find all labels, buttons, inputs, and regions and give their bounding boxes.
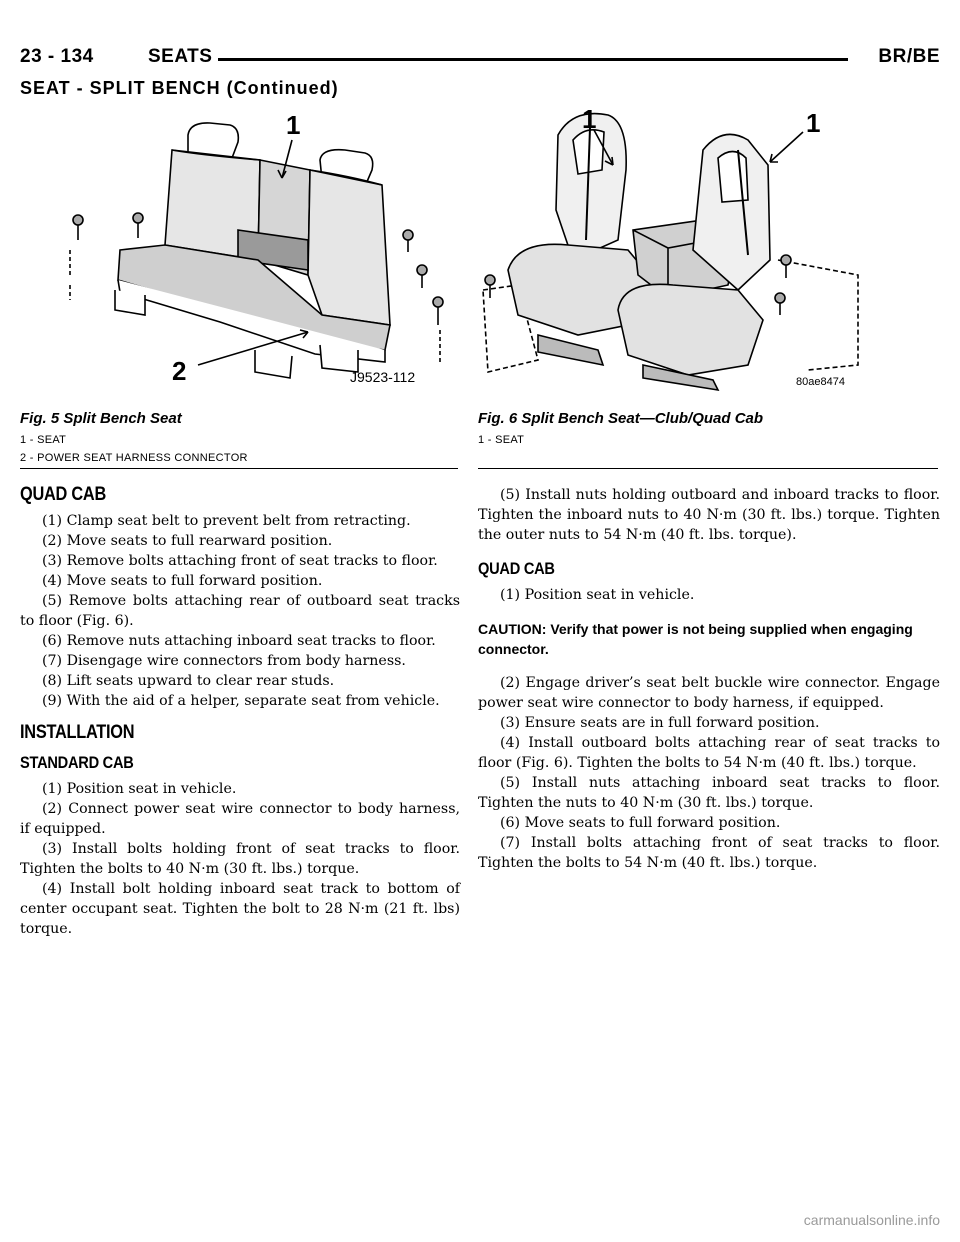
callout-1-left: 1 — [582, 110, 597, 134]
installation-step: (1) Position seat in vehicle. — [500, 587, 695, 603]
split-bench-seat-drawing — [60, 110, 455, 392]
installation-step: (2) Connect power seat wire connector to body harness, if equipped. — [20, 801, 460, 837]
watermark: carmanualsonline.info — [803, 1212, 940, 1228]
page-header — [20, 42, 940, 72]
right-column — [478, 485, 940, 873]
callout-2: 2 — [172, 356, 187, 386]
figure-6-divider — [478, 468, 938, 469]
club-quad-cab-seat-drawing — [478, 110, 863, 392]
installation-step: (6) Move seats to full forward position. — [500, 815, 781, 831]
quad-cab-heading: QUAD CAB — [20, 484, 106, 505]
removal-step: (9) With the aid of a helper, separate seat from vehicle. — [42, 693, 440, 709]
figure-5-illustration — [60, 110, 455, 392]
installation-step: (3) Install bolts holding front of seat tracks to floor. Tighten the bolts to 40 N·m (30 ft. lbs.) torque. — [20, 841, 460, 877]
continued-title: SEAT - SPLIT BENCH (Continued) — [20, 78, 339, 98]
figure-6-illustration — [478, 110, 863, 392]
installation-step: (1) Position seat in vehicle. — [42, 781, 237, 797]
section-name: SEATS — [148, 46, 213, 67]
callout-1: 1 — [286, 110, 301, 140]
removal-step: (1) Clamp seat belt to prevent belt from retracting. — [42, 513, 411, 529]
left-column — [20, 485, 460, 939]
figure-6-legend-item: 1 - SEAT — [478, 434, 525, 446]
figure-5-legend-item: 1 - SEAT — [20, 434, 67, 446]
figure-6-caption: Fig. 6 Split Bench Seat—Club/Quad Cab — [478, 410, 764, 427]
installation-step: (4) Install outboard bolts attaching rear of seat tracks to floor (Fig. 6). Tighten the bolts to 54 N·m (40 ft. lbs.) torque. — [478, 735, 940, 771]
installation-step: (7) Install bolts attaching front of seat tracks to floor. Tighten the bolts to 54 N·m (40 ft. lbs.) torque. — [478, 835, 940, 871]
removal-step: (6) Remove nuts attaching inboard seat tracks to floor. — [42, 633, 436, 649]
figure-5-caption: Fig. 5 Split Bench Seat — [20, 410, 182, 427]
caution-note: CAUTION: Verify that power is not being supplied when engaging connector. — [478, 621, 913, 657]
removal-step: (5) Remove bolts attaching rear of outboard seat tracks to floor (Fig. 6). — [20, 593, 460, 629]
installation-heading: INSTALLATION — [20, 722, 135, 743]
installation-step: (3) Ensure seats are in full forward position. — [500, 715, 820, 731]
page-number: 23 - 134 — [20, 46, 94, 67]
removal-step: (4) Move seats to full forward position. — [42, 573, 323, 589]
installation-step: (2) Engage driver’s seat belt buckle wire connector. Engage power seat wire connector to body harness, if equipped. — [478, 675, 940, 711]
removal-step: (2) Move seats to full rearward position. — [42, 533, 333, 549]
image-code: J9523-112 — [350, 369, 416, 385]
image-code: 80ae8474 — [796, 376, 845, 388]
installation-step: (5) Install nuts attaching inboard seat tracks to floor. Tighten the nuts to 40 N·m (30 ft. lbs.) torque. — [478, 775, 940, 811]
callout-1-right: 1 — [806, 110, 821, 138]
header-rule — [218, 58, 848, 61]
removal-step: (3) Remove bolts attaching front of seat tracks to floor. — [42, 553, 438, 569]
model-code: BR/BE — [878, 46, 940, 67]
removal-step: (7) Disengage wire connectors from body harness. — [42, 653, 406, 669]
removal-step: (8) Lift seats upward to clear rear studs. — [42, 673, 335, 689]
quad-cab-heading: QUAD CAB — [478, 559, 555, 578]
standard-cab-heading: STANDARD CAB — [20, 753, 134, 772]
figure-5-divider — [20, 468, 458, 469]
installation-step: (5) Install nuts holding outboard and inboard tracks to floor. Tighten the inboard nuts to 40 N·m (30 ft. lbs.) torque. Tighten the outer nuts to 54 N·m (40 ft. lbs. torque). — [478, 487, 940, 543]
figure-5-legend-item: 2 - POWER SEAT HARNESS CONNECTOR — [20, 452, 248, 464]
installation-step: (4) Install bolt holding inboard seat track to bottom of center occupant seat. Tighten the bolt to 28 N·m (21 ft. lbs) torque. — [20, 881, 460, 937]
